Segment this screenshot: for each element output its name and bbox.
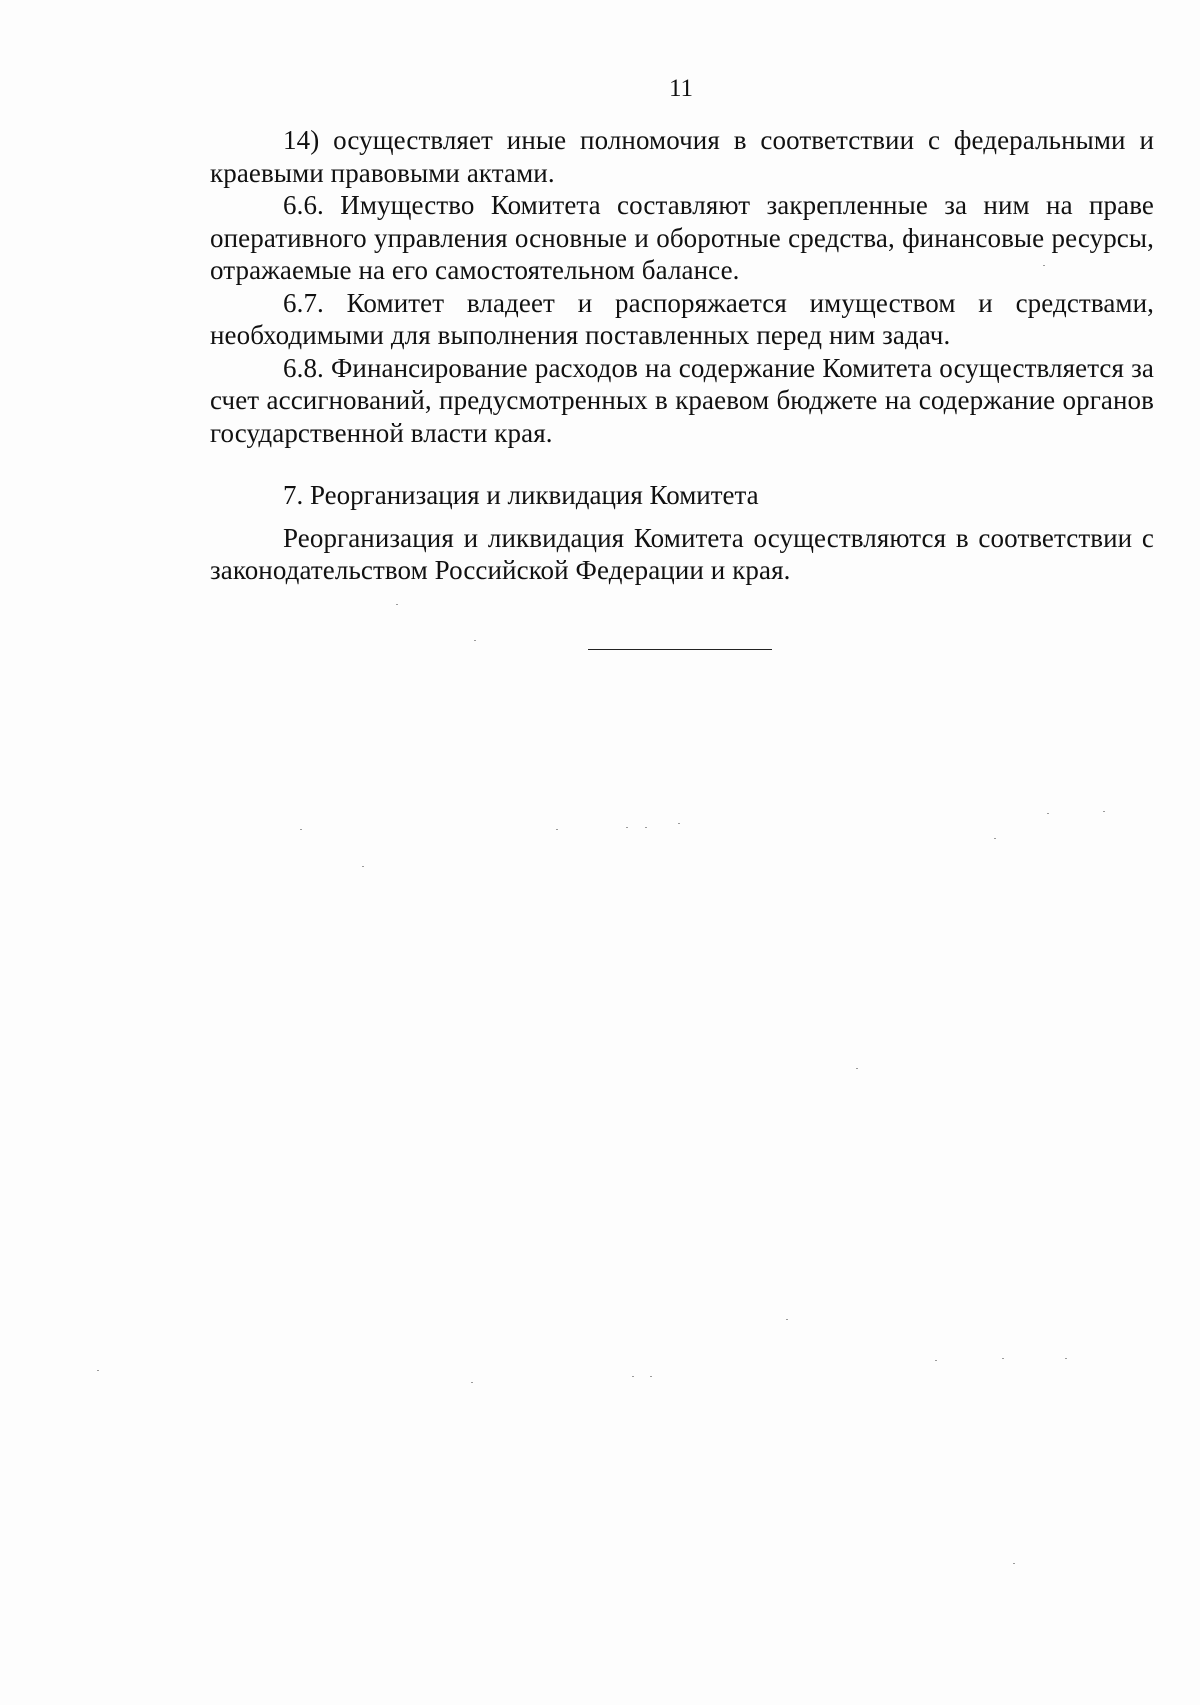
scan-speck	[396, 604, 398, 605]
paragraph-6-8-financing: 6.8. Финансирование расходов на содержание Комитета осуществляется за счет ассигнований, предусмотренных в краевом бюджете на содержание органов государственной власти края.	[210, 352, 1154, 448]
scan-speck	[994, 838, 996, 839]
scan-speck	[474, 640, 476, 641]
scan-speck	[362, 866, 364, 867]
section-heading-reorganization: 7. Реорганизация и ликвидация Комитета	[283, 480, 759, 510]
paragraph-reorganization: Реорганизация и ликвидация Комитета осуществляются в соответствии с законодательством Российской Федерации и края.	[210, 522, 1154, 585]
scan-speck	[97, 1370, 99, 1371]
scan-speck	[556, 829, 558, 830]
scan-speck	[678, 823, 680, 824]
scan-speck	[1002, 1358, 1004, 1359]
page-number: 11	[668, 75, 694, 102]
scan-speck	[1013, 1563, 1015, 1564]
paragraph-6-7-ownership: 6.7. Комитет владеет и распоряжается имуществом и средствами, необходимыми для выполнения поставленных перед ним задач.	[210, 287, 1154, 350]
scan-speck	[1047, 813, 1049, 814]
document-body	[210, 124, 1154, 587]
end-separator-line	[588, 649, 772, 650]
scan-speck	[1065, 1358, 1067, 1359]
scan-speck	[650, 1376, 652, 1377]
scan-speck	[471, 1382, 473, 1383]
scan-speck	[632, 1376, 634, 1377]
scan-speck	[1103, 811, 1105, 812]
scan-speck	[856, 1068, 858, 1069]
scan-speck	[786, 1319, 788, 1320]
scan-speck	[935, 1360, 937, 1361]
paragraph-6-6-property: 6.6. Имущество Комитета составляют закрепленные за ним на праве оперативного управления основные и оборотные средства, финансовые ресурсы, отражаемые на его самостоятельном балансе.	[210, 190, 1154, 285]
scan-speck	[645, 827, 647, 828]
scan-speck	[626, 827, 628, 828]
scan-speck	[1043, 265, 1045, 266]
paragraph-14-powers: 14) осуществляет иные полномочия в соответствии с федеральными и краевыми правовыми актами.	[210, 125, 1154, 188]
scan-speck	[300, 829, 302, 830]
